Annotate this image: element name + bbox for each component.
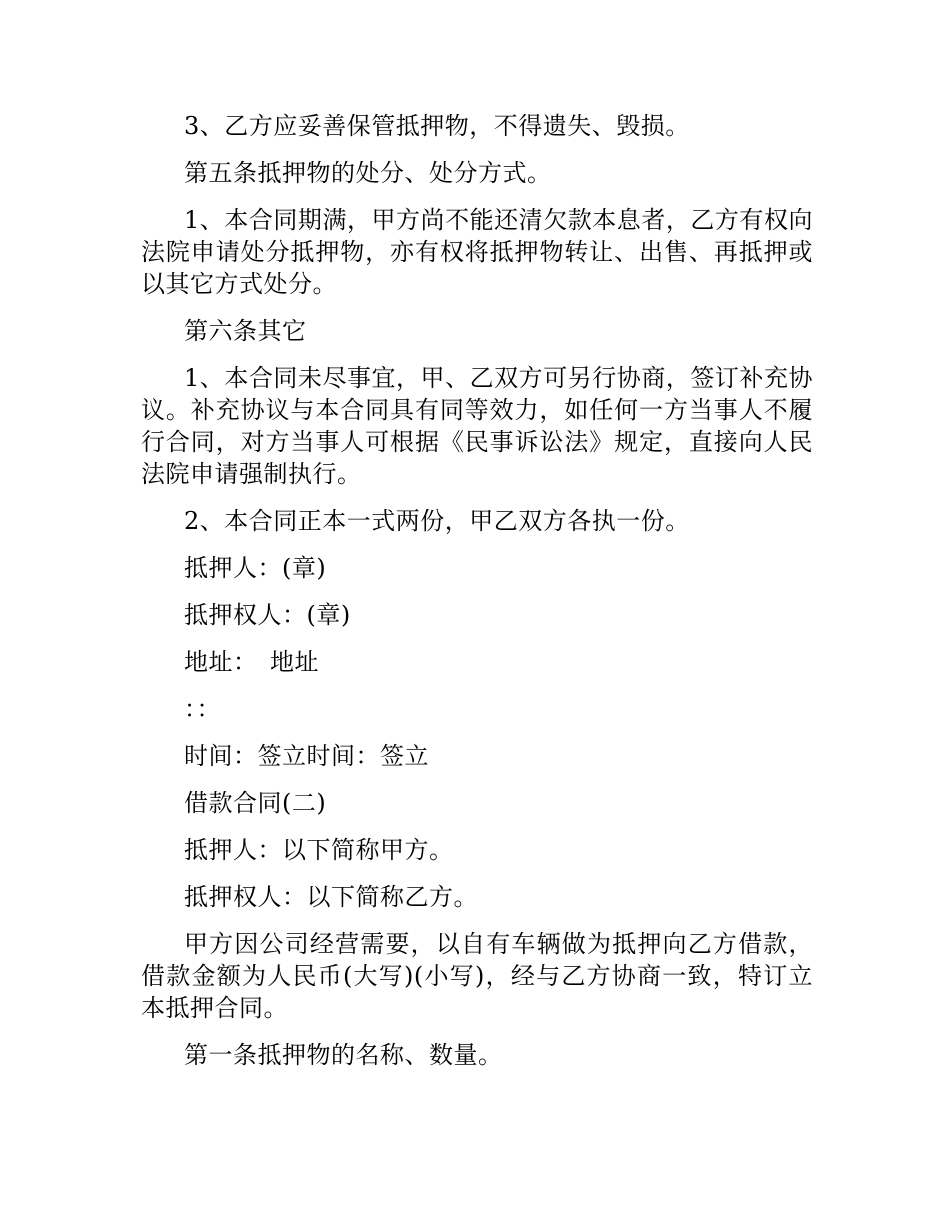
paragraph-supplementary-clause: 1、本合同未尽事宜，甲、乙双方可另行协商，签订补充协议。补充协议与本合同具有同等效力，如任何一方当事人不履行合同，对方当事人可根据《民事诉讼法》规定，直接向人民法院申请强制执行。	[141, 364, 813, 488]
contract-2-title: 借款合同(二)	[184, 789, 327, 817]
paragraph-article-5-heading: 第五条抵押物的处分、处分方式。	[184, 159, 552, 187]
paragraph-custody-clause: 3、乙方应妥善保管抵押物，不得遗失、毁损。	[184, 112, 690, 140]
signature-mortgagee: 抵押权人：(章)	[184, 601, 351, 629]
colon-line: ：：	[184, 695, 221, 723]
signature-mortgagor: 抵押人：(章)	[184, 554, 327, 582]
signing-time-line: 时间：签立时间：签立	[184, 742, 429, 770]
party-a-line: 抵押人：以下简称甲方。	[184, 836, 454, 864]
party-b-line: 抵押权人：以下简称乙方。	[184, 883, 478, 911]
paragraph-copies-clause: 2、本合同正本一式两份，甲乙双方各执一份。	[184, 507, 690, 535]
paragraph-loan-purpose: 甲方因公司经营需要，以自有车辆做为抵押向乙方借款，借款金额为人民币(大写)(小写)，经与乙方协商一致，特订立本抵押合同。	[141, 930, 813, 1022]
paragraph-article-6-heading: 第六条其它	[184, 317, 307, 345]
address-line: 地址： 地址	[184, 648, 319, 676]
document-body	[141, 110, 813, 1086]
paragraph-disposal-clause: 1、本合同期满，甲方尚不能还清欠款本息者，乙方有权向法院申请处分抵押物，亦有权将抵押物转让、出售、再抵押或以其它方式处分。	[141, 206, 813, 298]
paragraph-article-1-heading: 第一条抵押物的名称、数量。	[184, 1041, 503, 1069]
